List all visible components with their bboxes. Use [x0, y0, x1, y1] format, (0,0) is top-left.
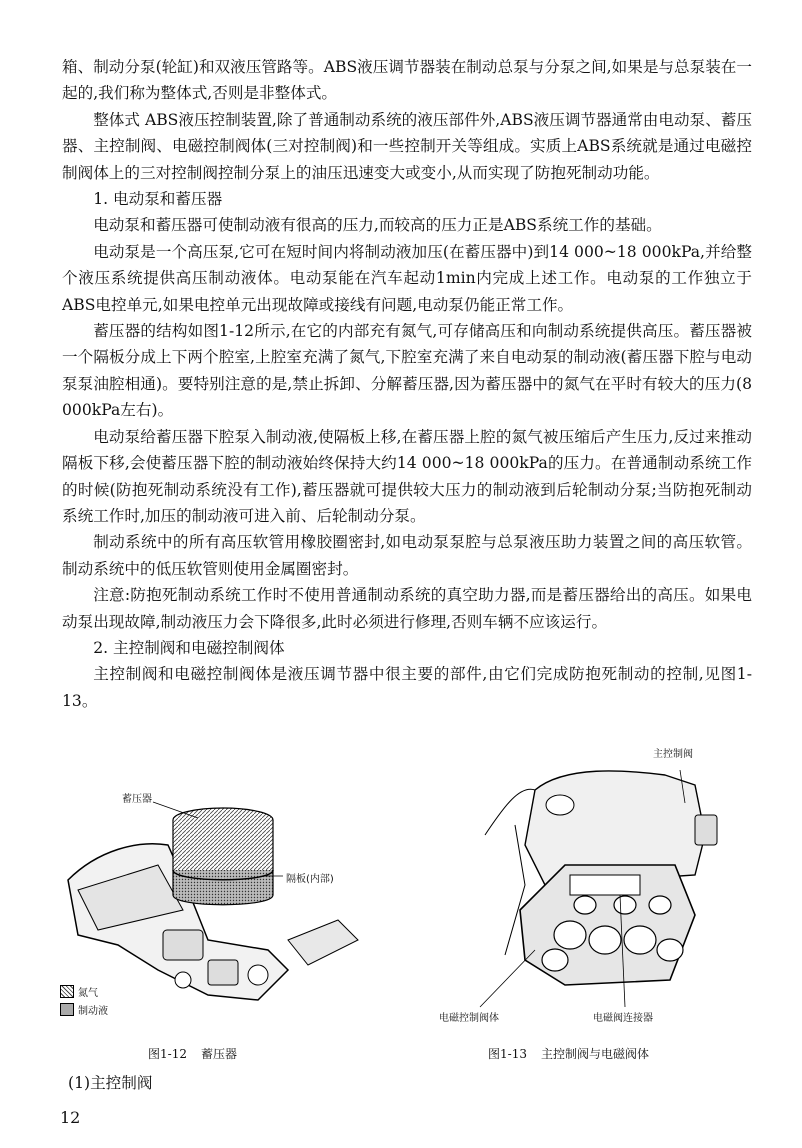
label-main-valve: 主控制阀 — [653, 749, 693, 760]
label-accumulator: 蓄压器 — [122, 794, 152, 805]
section-heading: 2. 主控制阀和电磁控制阀体 — [93, 638, 285, 657]
page-number: 12 — [60, 1108, 81, 1127]
label-diaphragm: 隔板(内部) — [286, 874, 334, 885]
body-text — [62, 54, 752, 714]
caption-number: 图1-12 — [148, 1047, 187, 1061]
paragraph: 蓄压器的结构如图1-12所示,在它的内部充有氮气,可存储高压和向制动系统提供高压。蓄压器被一个隔板分成上下两个腔室,上腔室充满了氮气,下腔室充满了来自电动泵的制动液(蓄压器下腔与电动泵泵油腔相通)。要特别注意的是,禁止拆卸、分解蓄压器,因为蓄压器中的氮气在平时有较大的压力(8 000kPa左右)。 — [62, 322, 752, 420]
legend-swatch-fluid — [60, 1003, 74, 1016]
legend-swatch-nitrogen — [60, 985, 74, 998]
figure-caption-1-12 — [148, 1045, 251, 1062]
paragraph: 整体式 ABS液压控制装置,除了普通制动系统的液压部件外,ABS液压调节器通常由电动泵、蓄压器、主控制阀、电磁控制阀体(三对控制阀)和一些控制开关等组成。实质上ABS系统就是通过电磁控制阀体上的三对控制阀控制分泵上的油压迅速变大或变小,从而实现了防抱死制动功能。 — [62, 110, 752, 182]
legend-nitrogen — [60, 984, 98, 999]
figure-accumulator — [58, 770, 388, 1030]
paragraph: 电动泵是一个高压泵,它可在短时间内将制动液加压(在蓄压器中)到14 000~18 000kPa,并给整个液压系统提供高压制动液体。电动泵能在汽车起动1min内完成上述工作。电动泵的工作独立于ABS电控单元,如果电控单元出现故障或接线有问题,电动泵仍能正常工作。 — [62, 242, 752, 314]
label-solenoid-connector: 电磁阀连接器 — [593, 1013, 653, 1024]
paragraph: 电动泵给蓄压器下腔泵入制动液,使隔板上移,在蓄压器上腔的氮气被压缩后产生压力,反过来推动隔板下移,会使蓄压器下腔的制动液始终保持大约14 000~18 000kPa的压力。在普通制动系统工作的时候(防抱死制动系统没有工作),蓄压器就可提供较大压力的制动液到后轮制动分泵;当防抱死制动系统工作时,加压的制动液可进入前、后轮制动分泵。 — [62, 427, 752, 525]
figure-caption-1-13 — [488, 1045, 663, 1062]
subsection-heading: (1)主控制阀 — [68, 1074, 153, 1092]
valve-body-illustration — [425, 745, 745, 1030]
paragraph: 注意:防抱死制动系统工作时不使用普通制动系统的真空助力器,而是蓄压器给出的高压。如果电动泵出现故障,制动液压力会下降很多,此时必须进行修理,否则车辆不应该运行。 — [62, 586, 752, 631]
caption-number: 图1-13 — [488, 1047, 527, 1061]
paragraph: 主控制阀和电磁控制阀体是液压调节器中很主要的部件,由它们完成防抱死制动的控制,见图1-13。 — [62, 665, 752, 710]
paragraph: 制动系统中的所有高压软管用橡胶圈密封,如电动泵泵腔与总泵液压助力装置之间的高压软管。制动系统中的低压软管则使用金属圈密封。 — [62, 533, 752, 578]
caption-title: 蓄压器 — [200, 1047, 237, 1061]
legend-fluid-label: 制动液 — [78, 1006, 108, 1017]
legend-nitrogen-label: 氮气 — [78, 988, 98, 999]
caption-title: 主控制阀与电磁阀体 — [540, 1047, 649, 1061]
accumulator-illustration — [58, 770, 388, 1030]
section-heading: 1. 电动泵和蓄压器 — [93, 190, 223, 209]
legend-fluid — [60, 1002, 108, 1017]
paragraph: 电动泵和蓄压器可使制动液有很高的压力,而较高的压力正是ABS系统工作的基础。 — [93, 216, 662, 235]
figure-main-valve — [425, 745, 745, 1030]
paragraph: 箱、制动分泵(轮缸)和双液压管路等。ABS液压调节器装在制动总泵与分泵之间,如果是与总泵装在一起的,我们称为整体式,否则是非整体式。 — [62, 58, 752, 103]
label-solenoid-body: 电磁控制阀体 — [439, 1013, 499, 1024]
